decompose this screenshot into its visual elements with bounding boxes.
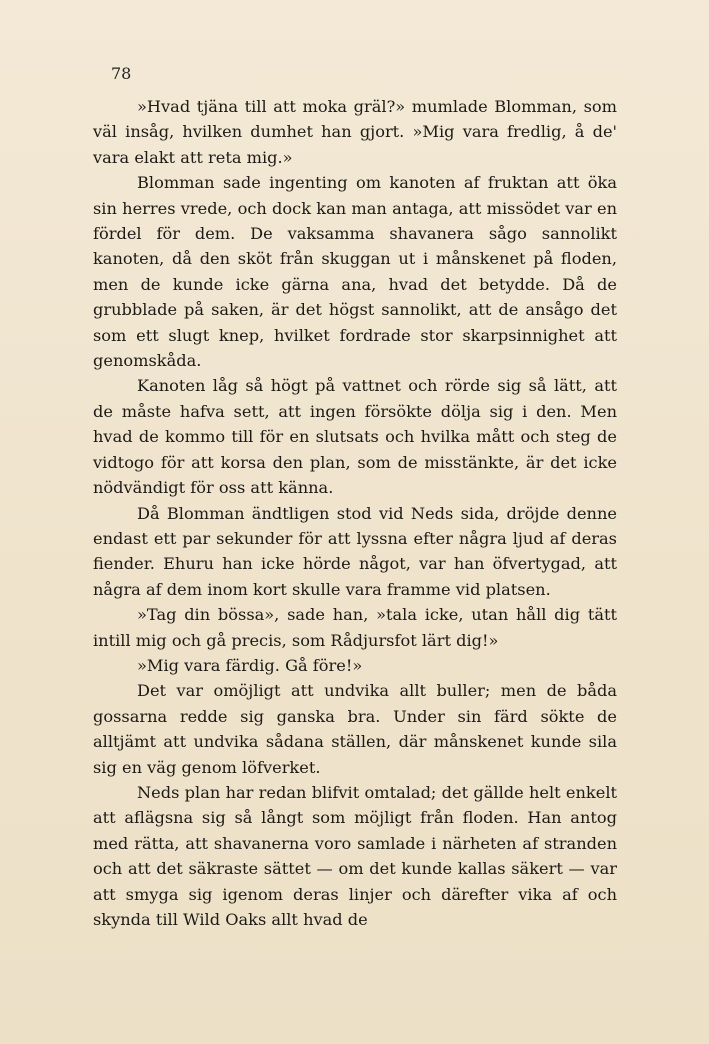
paragraph: Kanoten låg så högt på vattnet och rörde sig så lätt, att de måste hafva sett, att ingen försökte dölja sig i den. Men hvad de kommo till för en slutsats och hvilka mått och steg de vidtogo för att korsa den plan, som de misstänkte, är det icke nödvändigt för oss att känna. [93, 376, 617, 498]
paragraph: Då Blomman ändtligen stod vid Neds sida, dröjde denne endast ett par sekunder för att lyssna efter några ljud af deras fiender. Ehuru han icke hörde något, var han öfvertygad, att några af dem inom kort skulle vara framme vid platsen. [93, 503, 617, 599]
page-number: 78 [111, 64, 132, 83]
paragraph: Neds plan har redan blifvit omtalad; det gällde helt enkelt att aflägsna sig så långt som möjligt från floden. Han antog med rätta, att shavanerna voro samlade i närheten af stranden och att det säkraste sättet — om det kunde kallas säkert — var att smyga sig igenom deras linjer och därefter vika af och skynda till Wild Oaks allt hvad de [93, 782, 617, 929]
paragraph: »Mig vara färdig. Gå före!» [137, 655, 363, 675]
paragraph: Det var omöjligt att undvika allt buller; men de båda gossarna redde sig ganska bra. Under sin färd sökte de alltjämt att undvika sådana ställen, där månskenet kunde sila sig en väg genom löfverket. [93, 681, 617, 777]
paragraph: »Tag din bössa», sade han, »tala icke, utan håll dig tätt intill mig och gå precis, som Rådjursfot lärt dig!» [93, 605, 617, 650]
paragraph: »Hvad tjäna till att moka gräl?» mumlade Blomman, som väl insåg, hvilken dumhet han gjort. »Mig vara fredlig, å de' vara elakt att reta mig.» [93, 97, 617, 167]
body-text [93, 94, 617, 932]
paragraph: Blomman sade ingenting om kanoten af fruktan att öka sin herres vrede, och dock kan man antaga, att missödet var en fördel för dem. De vaksamma shavanera sågo sannolikt kanoten, då den sköt från skuggan ut i månskenet på floden, men de kunde icke gärna ana, hvad det betydde. Då de grubblade på saken, är det högst sannolikt, att de ansågo det som ett slugt knep, hvilket fordrade stor skarpsinnighet att genomskåda. [93, 173, 617, 371]
